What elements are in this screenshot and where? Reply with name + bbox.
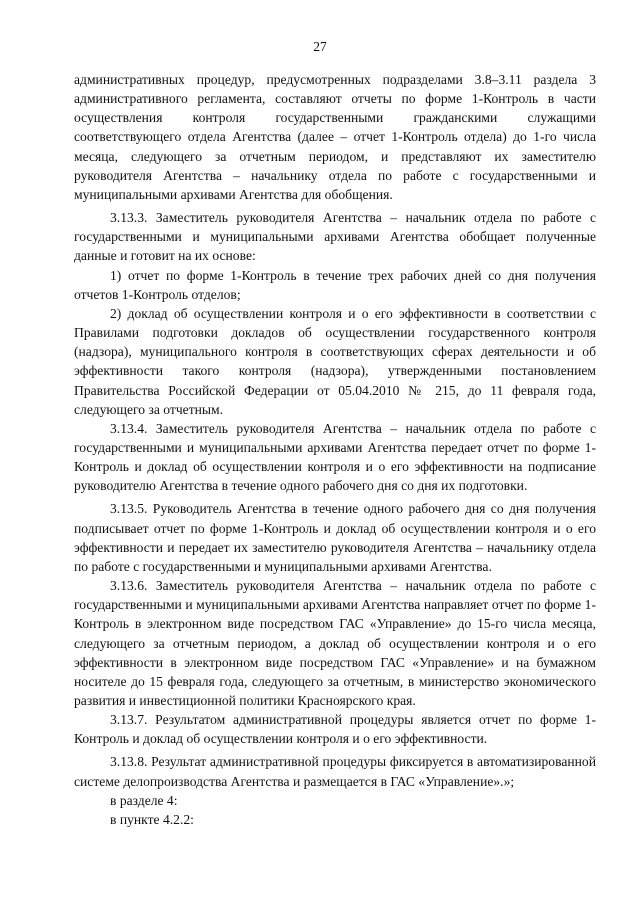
- page-number: 27: [313, 39, 327, 54]
- point-4-2-2-line: в пункте 4.2.2:: [110, 811, 194, 827]
- paragraph-3-13-6: 3.13.6. Заместитель руководителя Агентства – начальник отдела по работе с государственными и муниципальными архивами Агентства направляет отчет по форме 1-Контроль в электронном виде посредством ГАС «Управление» до 15-го числа месяца, следующего за отчетным периодом, а доклад об осуществлении контроля и о его эффективности в электронном виде посредством ГАС «Управление» и на бумажном носителе до 15 февраля года, следующего за отчетным, в министерство экономического развития и инвестиционной политики Красноярского края.: [74, 578, 596, 708]
- paragraph-3-13-8: 3.13.8. Результат административной процедуры фиксируется в автоматизированной системе делопроизводства Агентства и размещается в ГАС «Управление».»;: [74, 754, 596, 789]
- paragraph-3-13-3: 3.13.3. Заместитель руководителя Агентства – начальник отдела по работе с государственными и муниципальными архивами Агентства обобщает полученные данные и готовит на их основе:: [74, 210, 596, 264]
- paragraph-continuation: административных процедур, предусмотренных подразделами 3.8–3.11 раздела 3 административного регламента, составляют отчеты по форме 1-Контроль в части осуществления контроля государственными гражданскими служащими соответствующего отдела Агентства (далее – отчет 1-Контроль отдела) до 1-го числа месяца, следующего за отчетным периодом, и представляют их заместителю руководителя Агентства – начальнику отдела по работе с государственными и муниципальными архивами Агентства для обобщения.: [74, 72, 596, 202]
- body-text: [74, 70, 596, 829]
- paragraph-3-13-7: 3.13.7. Результатом административной процедуры является отчет по форме 1-Контроль и доклад об осуществлении контроля и о его эффективности.: [74, 712, 596, 747]
- paragraph-3-13-5: 3.13.5. Руководитель Агентства в течение одного рабочего дня со дня получения подписывает отчет по форме 1-Контроль и доклад об осуществлении контроля и о его эффективности и передает их заместителю руководителя Агентства – начальнику отдела по работе с государственными и муниципальными архивами Агентства.: [74, 501, 596, 574]
- list-item-2: 2) доклад об осуществлении контроля и о его эффективности в соответствии с Правилами подготовки докладов об осуществлении государственного контроля (надзора), муниципального контроля в соответствующих сферах деятельности и об эффективности такого контроля (надзора), утвержденными постановлением Правительства Российской Федерации от 05.04.2010 № 215, до 11 февраля года, следующего за отчетным.: [74, 305, 596, 417]
- list-item-1: 1) отчет по форме 1-Контроль в течение трех рабочих дней со дня получения отчетов 1-Контроль отделов;: [74, 267, 596, 302]
- paragraph-3-13-4: 3.13.4. Заместитель руководителя Агентства – начальник отдела по работе с государственными и муниципальными архивами Агентства передает отчет по форме 1-Контроль и доклад об осуществлении контроля и о его эффективности на подписание руководителю Агентства в течение одного рабочего дня со дня их подготовки.: [74, 420, 596, 494]
- section-4-line: в разделе 4:: [110, 792, 178, 808]
